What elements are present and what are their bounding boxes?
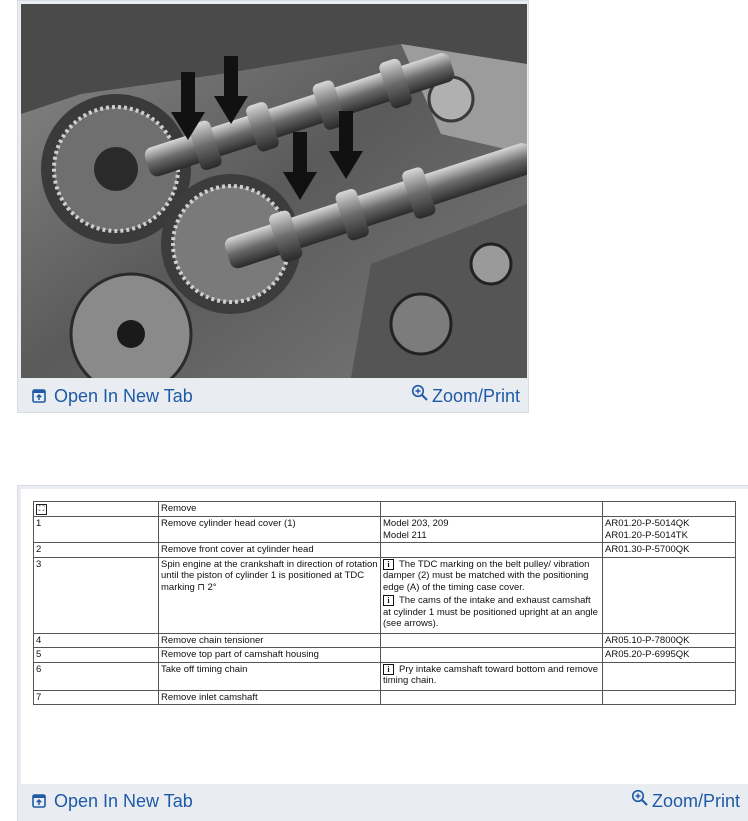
open-in-new-tab-label: Open In New Tab	[54, 385, 193, 406]
table-row: 4 Remove chain tensioner AR05.10-P-7800QK	[34, 633, 736, 648]
table-row: 1 Remove cylinder head cover (1) Model 203, 209 Model 211 AR01.20-P-5014QK AR01.20-P-5014TK	[34, 517, 736, 543]
table-row: 6 Take off timing chain i Pry intake camshaft toward bottom and remove timing chain.	[34, 662, 736, 690]
zoom-in-icon	[631, 789, 649, 807]
reference-link: AR01.20-P-5014QK	[605, 518, 690, 529]
procedure-icon: ⛶	[36, 504, 47, 515]
info-icon: i	[383, 559, 394, 570]
figure-toolbar	[18, 784, 748, 818]
procedure-table	[33, 501, 736, 705]
procedure-table-image[interactable]	[21, 489, 748, 784]
table-header-row	[34, 502, 736, 517]
zoom-print-label: Zoom/Print	[431, 385, 520, 406]
table-row: 2 Remove front cover at cylinder head AR01.30-P-5700QK	[34, 543, 736, 558]
figure-card-engine-photo	[17, 0, 529, 413]
open-in-new-tab-icon	[32, 389, 46, 403]
figure-toolbar	[18, 379, 528, 413]
zoom-in-icon	[411, 384, 429, 402]
open-in-new-tab-label: Open In New Tab	[54, 790, 193, 811]
camshaft-photo[interactable]	[21, 4, 527, 378]
table-row: 3 Spin engine at the crankshaft in direction of rotation until the piston of cylinder 1 is positioned at TDC marking ⊓ 2° i The TDC marking on the belt pulley/ vibration damper (2) must be matched with the positioning edge (A) of the timing case cover. i The cams of the intake and exhaust camshaft at cylinder 1 must be positioned upright at an angle (see arrows).	[34, 557, 736, 633]
open-in-new-tab-link[interactable]	[32, 791, 193, 812]
reference-link: AR01.20-P-5014TK	[605, 529, 688, 541]
figure-card-procedure-table	[17, 485, 748, 821]
zoom-print-link[interactable]	[411, 386, 520, 407]
reference-link: AR01.30-P-5700QK	[605, 544, 690, 555]
info-icon: i	[383, 664, 394, 675]
header-remove: Remove	[159, 502, 381, 517]
reference-link: AR05.20-P-6995QK	[605, 649, 690, 660]
reference-link: AR05.10-P-7800QK	[605, 634, 690, 646]
open-in-new-tab-link[interactable]	[32, 386, 193, 407]
zoom-print-link[interactable]	[631, 791, 740, 812]
table-row: 5 Remove top part of camshaft housing AR05.20-P-6995QK	[34, 648, 736, 663]
table-row: 7 Remove inlet camshaft	[34, 690, 736, 705]
zoom-print-label: Zoom/Print	[651, 790, 740, 811]
open-in-new-tab-icon	[32, 794, 46, 808]
info-icon: i	[383, 595, 394, 606]
